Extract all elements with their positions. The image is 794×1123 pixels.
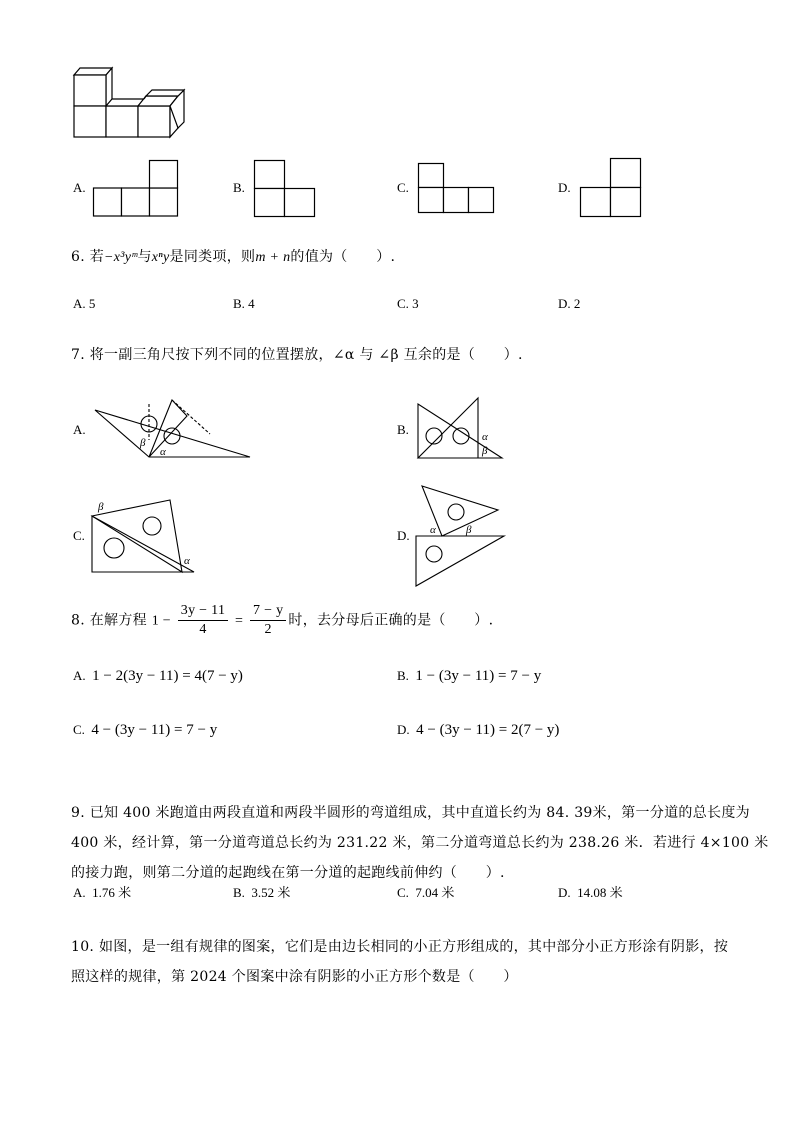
q7-option-b-figure[interactable] [416, 396, 508, 462]
q5-option-c-label[interactable]: C. [397, 180, 409, 195]
q8-option-d[interactable]: D. 4 − (3y − 11) = 2(7 − y) [397, 722, 560, 738]
q6-expr: m + n [255, 250, 291, 265]
q6-option-b[interactable]: B. 4 [233, 296, 255, 311]
q8-option-c[interactable]: C. 4 − (3y − 11) = 7 − y [73, 722, 218, 738]
q5-option-b-label[interactable]: B. [233, 180, 245, 195]
q6-option-a[interactable]: A. 5 [73, 296, 96, 311]
cube-solid-figure [60, 60, 200, 145]
q8-stem: 8. 在解方程 1 − $\frac{3y - 11}{4}$ = $\frac{7 - y}{2}$ 时，去分母后正确的是（ ）. [71, 603, 494, 637]
q7-option-d-label[interactable]: D. [397, 528, 410, 543]
q7-d-alpha: α [430, 524, 436, 536]
q9-option-b[interactable]: B. 3.52 米 [233, 885, 291, 900]
q7-c-alpha: α [184, 555, 190, 567]
q9-line2: 400 米，经计算，第一分道弯道总长约为 231.22 米，第二分道弯道总长约为 238.26 米．若进行 4×100 米 [71, 835, 769, 851]
q5-option-a-label[interactable]: A. [73, 180, 86, 195]
q7-option-c-label[interactable]: C. [73, 528, 85, 543]
q7-option-d-figure[interactable] [414, 482, 506, 588]
q7-b-alpha: α [482, 431, 488, 443]
q6-term1: −x³yᵐ [104, 250, 138, 265]
q7-option-b-label[interactable]: B. [397, 422, 409, 437]
q7-stem: 7. 将一副三角尺按下列不同的位置摆放，∠α 与 ∠β 互余的是（ ）. [71, 347, 523, 363]
q7-number: 7. [71, 347, 85, 363]
q8-fraction-right: $\frac{7 - y}{2}$ [250, 602, 286, 639]
q8-number: 8. [71, 612, 85, 629]
q9-option-a[interactable]: A. 1.76 米 [73, 885, 132, 900]
q9-line3: 的接力跑，则第二分道的起跑线在第一分道的起跑线前伸约（ ）. [71, 865, 505, 881]
q9-option-c[interactable]: C. 7.04 米 [397, 885, 455, 900]
q6-term2: xⁿy [151, 250, 170, 265]
q10-line2: 照这样的规律，第 2024 个图案中涂有阴影的小正方形个数是（ ） [71, 969, 518, 985]
q9-line1: 9. 已知 400 米跑道由两段直道和两段半圆形的弯道组成，其中直道长约为 84. 39米，第一分道的总长度为 [71, 805, 750, 821]
q8-fraction-left: $\frac{3y - 11}{4}$ [178, 602, 228, 639]
q10-line1: 10. 如图，是一组有规律的图案，它们是由边长相同的小正方形组成的，其中部分小正方形涂有阴影，按 [71, 939, 729, 955]
q9-option-d[interactable]: D. 14.08 米 [558, 885, 623, 900]
q7-d-beta: β [466, 524, 472, 536]
q8-option-a[interactable]: A. 1 − 2(3y − 11) = 4(7 − y) [73, 668, 243, 684]
q6-number: 6. [71, 249, 85, 265]
q7-a-alpha: α [160, 446, 166, 458]
q5-option-b-view[interactable] [254, 160, 318, 218]
q7-option-a-figure[interactable] [92, 398, 254, 462]
q7-option-a-label[interactable]: A. [73, 422, 86, 437]
q7-c-beta: β [98, 501, 104, 513]
q8-option-b[interactable]: B. 1 − (3y − 11) = 7 − y [397, 668, 542, 684]
q5-option-d-view[interactable] [580, 158, 644, 218]
q6-stem: 6. 若−x³yᵐ与xⁿy是同类项，则m + n的值为（ ）. [71, 249, 396, 265]
q6-option-d[interactable]: D. 2 [558, 296, 581, 311]
q7-a-beta: β [140, 437, 146, 449]
q7-b-beta: β [482, 445, 488, 457]
q7-option-c-figure[interactable] [90, 498, 196, 576]
q6-option-c[interactable]: C. 3 [397, 296, 419, 311]
q5-option-c-view[interactable] [418, 163, 498, 215]
q5-option-a-view[interactable] [93, 160, 183, 218]
q5-option-d-label[interactable]: D. [558, 180, 571, 195]
